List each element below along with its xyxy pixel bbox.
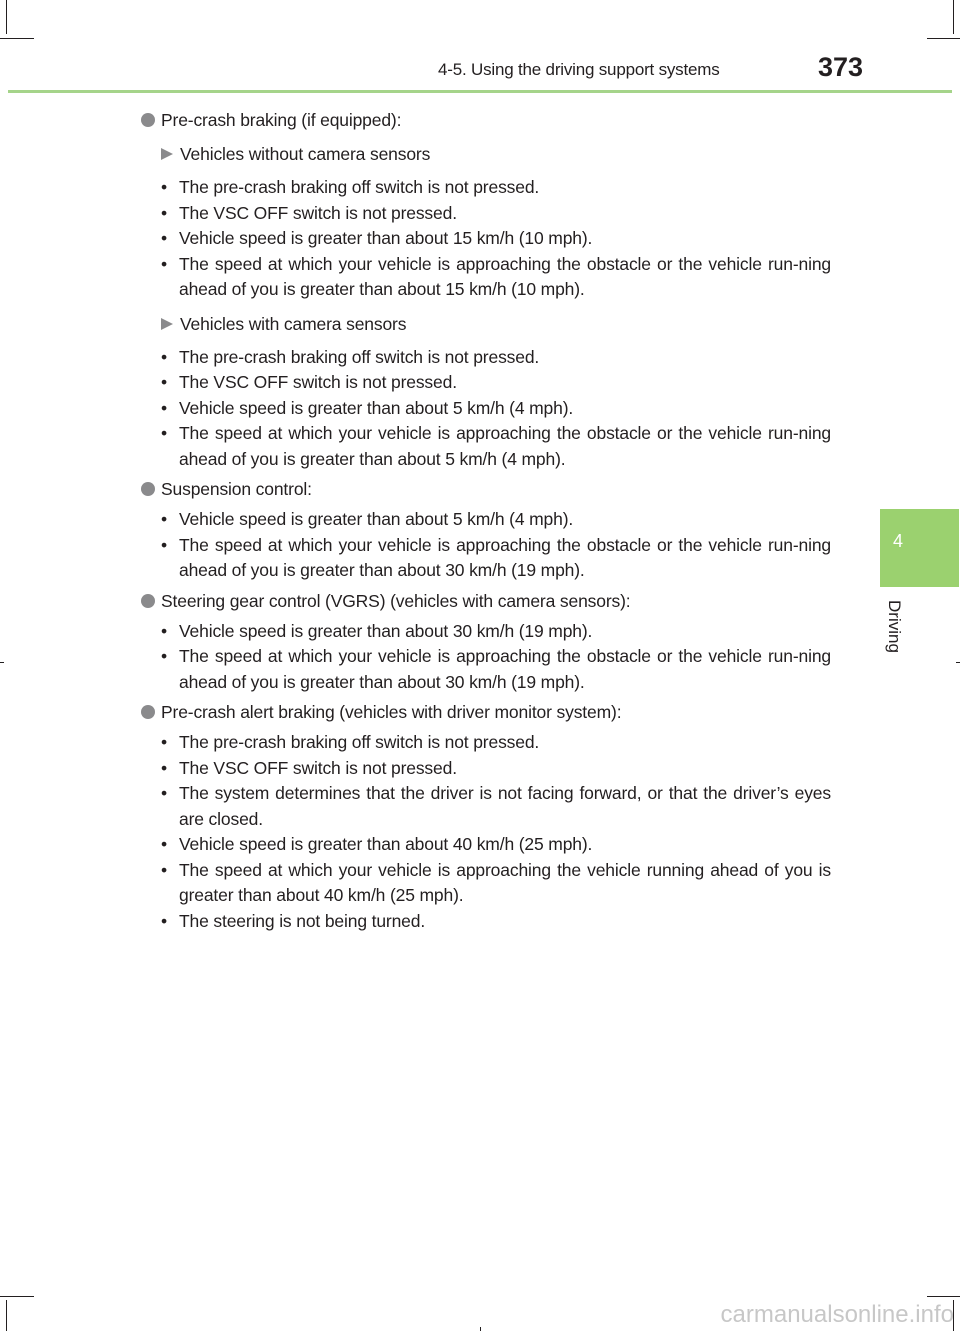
crop-mark	[0, 38, 34, 39]
list-item: • The speed at which your vehicle is approaching the obstacle or the vehicle run-ning ahead of you is greater than about 30 km/h (19 mph).	[161, 646, 831, 692]
crop-mark	[480, 1327, 481, 1331]
list-item: • The speed at which your vehicle is approaching the vehicle running ahead of you is greater than about 40 km/h (25 mph).	[161, 859, 831, 905]
list-item: • Vehicle speed is greater than about 15 km/h (10 mph).	[161, 228, 593, 248]
subsection-heading	[161, 141, 831, 167]
crop-mark	[0, 662, 4, 663]
section-heading	[141, 699, 831, 725]
chapter-number: 4	[892, 531, 903, 551]
crop-mark	[6, 0, 7, 34]
condition-list	[141, 345, 831, 473]
crop-mark	[0, 1296, 34, 1297]
subsection-heading-text: Vehicles with camera sensors	[180, 313, 407, 334]
page-body	[141, 103, 831, 938]
section-heading-text: Suspension control:	[161, 479, 312, 499]
list-item: • Vehicle speed is greater than about 5 km/h (4 mph).	[161, 509, 574, 529]
list-item: • The VSC OFF switch is not pressed.	[161, 202, 457, 223]
page-number: 373	[818, 52, 864, 82]
section-heading-text: Pre-crash alert braking (vehicles with driver monitor system):	[161, 702, 622, 722]
bullet-dot-icon	[141, 482, 155, 496]
list-item: • The steering is not being turned.	[161, 910, 426, 931]
list-item: • The speed at which your vehicle is approaching the obstacle or the vehicle run-ning ahead of you is greater than about 15 km/h (10 mph).	[161, 253, 831, 299]
bullet-dot-icon	[141, 594, 155, 608]
bullet-dot-icon	[141, 705, 155, 719]
section-heading	[141, 476, 831, 502]
section-heading-text: Steering gear control (VGRS) (vehicles with camera sensors):	[161, 590, 631, 611]
condition-list	[141, 619, 831, 696]
list-item: • The speed at which your vehicle is approaching the obstacle or the vehicle run-ning ahead of you is greater than about 30 km/h (19 mph).	[161, 534, 831, 580]
watermark: carmanualsonline.info	[720, 1301, 954, 1328]
triangle-arrow-icon	[161, 318, 173, 330]
condition-list	[141, 507, 831, 584]
list-item: • The pre-crash braking off switch is not pressed.	[161, 732, 540, 752]
condition-list	[141, 730, 831, 934]
chapter-label: Driving	[885, 600, 904, 653]
list-item: • The system determines that the driver is not facing forward, or that the driver’s eyes are closed.	[161, 783, 831, 829]
crop-mark	[953, 0, 954, 34]
list-item: • The speed at which your vehicle is approaching the obstacle or the vehicle run-ning ahead of you is greater than about 5 km/h (4 mph).	[161, 423, 831, 469]
section-heading-text: Pre-crash braking (if equipped):	[161, 110, 402, 130]
crop-mark	[6, 1300, 7, 1331]
section-title: 4-5. Using the driving support systems	[438, 60, 720, 79]
list-item: • The pre-crash braking off switch is not pressed.	[161, 346, 540, 367]
header-rule	[8, 90, 952, 93]
subsection-heading-text: Vehicles without camera sensors	[180, 144, 431, 164]
section-heading	[141, 588, 831, 614]
list-item: • Vehicle speed is greater than about 5 km/h (4 mph).	[161, 397, 574, 418]
crop-mark	[927, 1296, 960, 1297]
list-item: • Vehicle speed is greater than about 40 km/h (25 mph).	[161, 834, 593, 854]
list-item: • The pre-crash braking off switch is not pressed.	[161, 177, 540, 197]
subsection-heading	[161, 311, 831, 337]
triangle-arrow-icon	[161, 148, 173, 160]
section-heading	[141, 107, 831, 133]
bullet-dot-icon	[141, 113, 155, 127]
crop-mark	[956, 662, 960, 663]
list-item: • The VSC OFF switch is not pressed.	[161, 372, 457, 392]
crop-mark	[927, 38, 960, 39]
condition-list	[141, 175, 831, 303]
list-item: • Vehicle speed is greater than about 30 km/h (19 mph).	[161, 620, 593, 641]
list-item: • The VSC OFF switch is not pressed.	[161, 757, 457, 778]
